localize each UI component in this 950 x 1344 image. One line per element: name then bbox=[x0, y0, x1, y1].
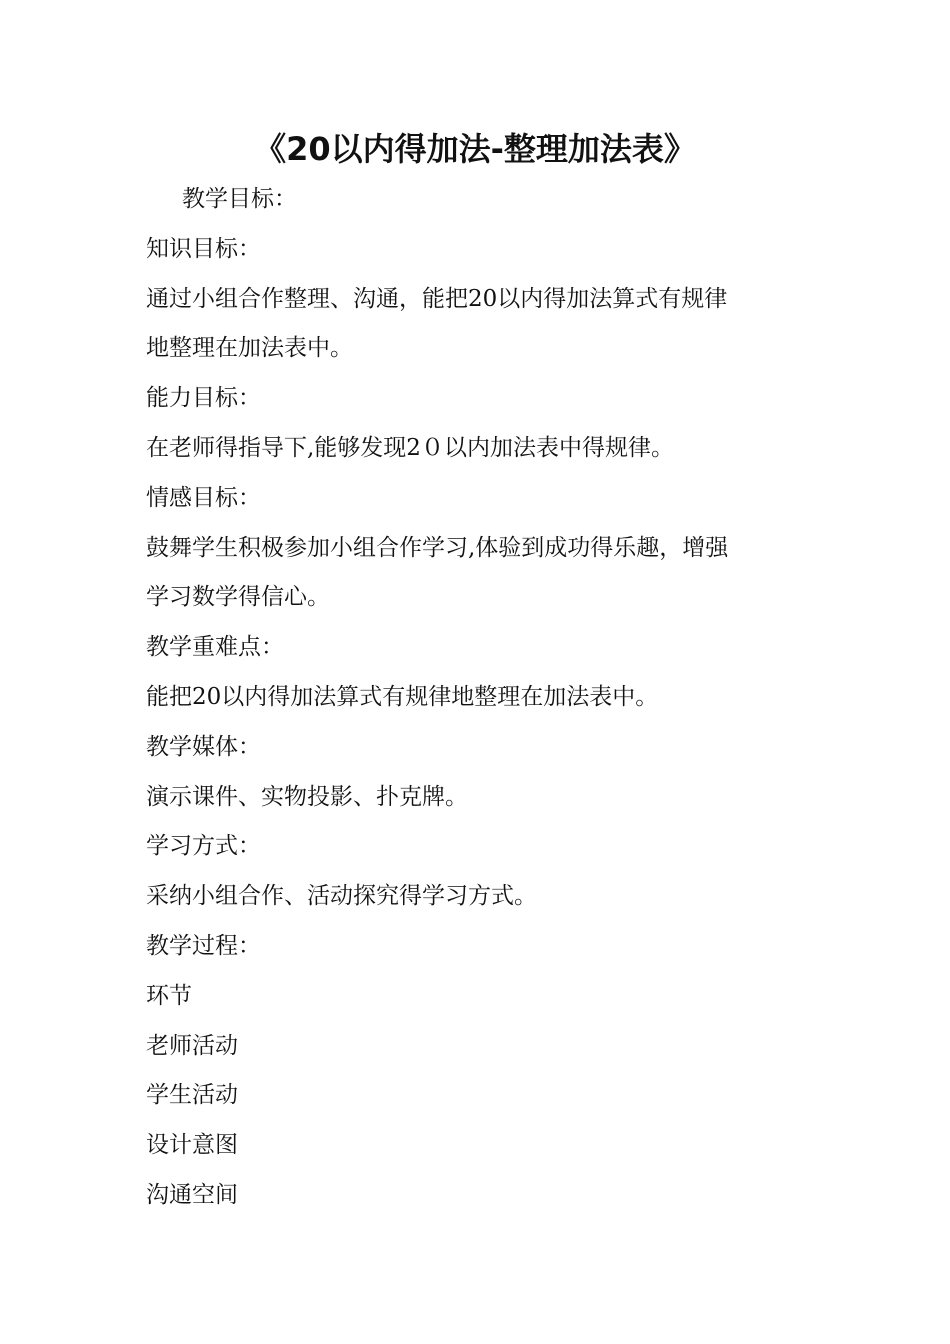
subheading-emotion-goals: 情感目标： bbox=[146, 484, 261, 511]
paragraph-line: 在老师得指导下,能够发现2０以内加法表中得规律。 bbox=[146, 434, 674, 461]
subheading-teaching-media: 教学媒体： bbox=[146, 733, 261, 760]
subheading-learning-method: 学习方式： bbox=[146, 833, 261, 860]
list-item: 环节 bbox=[146, 982, 192, 1009]
section-heading-teaching-goals: 教学目标： bbox=[182, 186, 297, 212]
paragraph-line: 地整理在加法表中。 bbox=[146, 335, 353, 362]
list-item: 学生活动 bbox=[146, 1082, 238, 1109]
paragraph-line: 演示课件、实物投影、扑克牌。 bbox=[146, 783, 468, 810]
subheading-ability-goals: 能力目标： bbox=[146, 385, 261, 412]
document-body bbox=[146, 175, 806, 1221]
list-item: 设计意图 bbox=[146, 1132, 238, 1159]
list-item: 沟通空间 bbox=[146, 1181, 238, 1208]
paragraph-line: 能把20以内得加法算式有规律地整理在加法表中。 bbox=[146, 683, 659, 710]
document-title: 《20以内得加法-整理加法表》 bbox=[254, 130, 696, 168]
paragraph-line: 采纳小组合作、活动探究得学习方式。 bbox=[146, 883, 537, 910]
list-item: 老师活动 bbox=[146, 1032, 238, 1059]
paragraph-line: 通过小组合作整理、沟通，能把20以内得加法算式有规律 bbox=[146, 285, 728, 312]
paragraph-line: 鼓舞学生积极参加小组合作学习,体验到成功得乐趣，增强 bbox=[146, 534, 729, 561]
subheading-key-difficulties: 教学重难点： bbox=[146, 634, 284, 661]
subheading-knowledge-goals: 知识目标： bbox=[146, 235, 261, 262]
subheading-teaching-process: 教学过程： bbox=[146, 932, 261, 959]
paragraph-line: 学习数学得信心。 bbox=[146, 584, 330, 611]
